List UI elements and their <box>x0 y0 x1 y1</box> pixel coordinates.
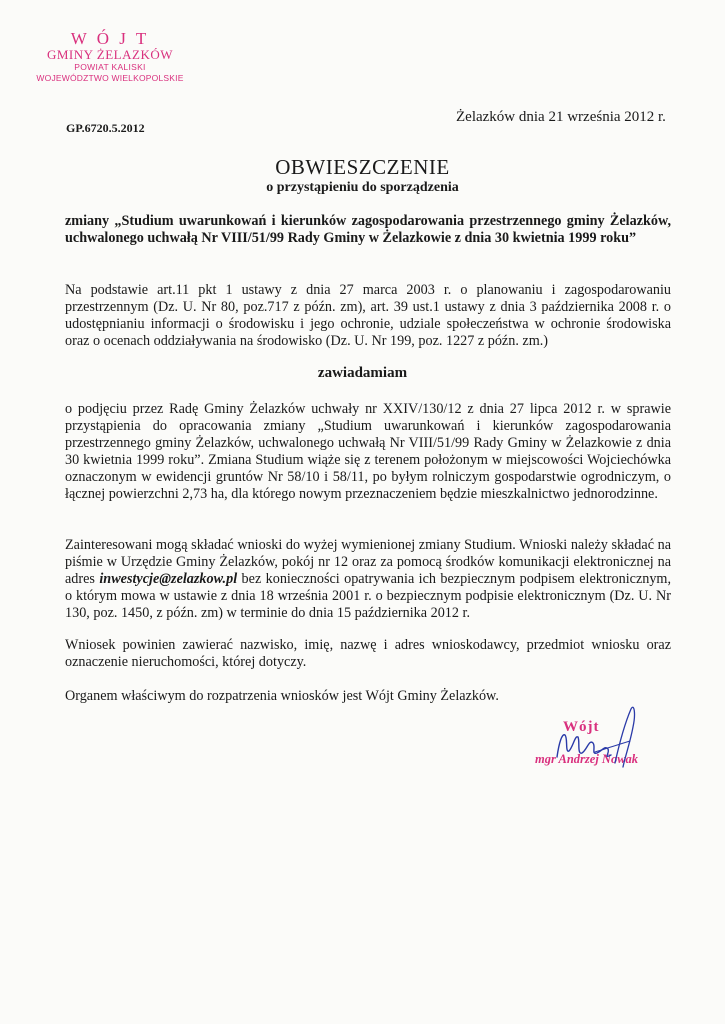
reference-number: GP.6720.5.2012 <box>66 121 145 135</box>
signature-stamp-title: Wójt <box>563 719 600 735</box>
signature-stamp-name: mgr Andrzej Nowak <box>535 752 639 766</box>
document-title: OBWIESZCZENIE <box>275 155 450 179</box>
resolution-paragraph: o podjęciu przez Radę Gminy Żelazków uchwały nr XXIV/130/12 z dnia 27 lipca 2012 r. w sprawie przystąpienia do opracowania zmiany „Studium uwarunkowań i kierunków zagospodarowania przestrzennego gminy Żelazków, uchwalonego uchwałą Nr VIII/51/99 Rady Gminy w Żelazkowie z dnia 30 kwietnia 1999 roku”. Zmiana Studium wiąże się z terenem położonym w miejscowości Wojciechówka oznaczonym w ewidencji gruntów Nr 58/10 i 58/11, po byłym rolniczym gospodarstwie ogrodniczym, o łącznej powierzchni 2,73 ha, dla którego nowym przeznaczeniem będzie mieszkalnictwo jednorodzinne. <box>65 401 671 502</box>
stamp-line-wojt: W Ó J T <box>70 29 150 48</box>
office-stamp <box>30 30 190 83</box>
signature-block <box>535 705 685 780</box>
announcement-heading: zawiadamiam <box>317 365 408 381</box>
authority-paragraph: Organem właściwym do rozpatrzenia wniosków jest Wójt Gminy Żelazków. <box>65 688 499 704</box>
submission-text-before: Zainteresowani mogą składać wnioski do wyżej wymienionej zmiany Studium. Wnioski należy składać na piśmie w Urzędzie Gminy Żelazków, pokój nr 12 oraz za pomocą środków komunikacji elektronicznej na adres <box>65 537 671 587</box>
email-address: inwestycje@zelazkow.pl <box>99 571 238 587</box>
document-date: Żelazków dnia 21 września 2012 r. <box>456 109 666 125</box>
document-subtitle: o przystąpieniu do sporządzenia <box>266 180 459 195</box>
subject-paragraph: zmiany „Studium uwarunkowań i kierunków zagospodarowania przestrzennego gminy Żelazków, uchwalonego uchwałą Nr VIII/51/99 Rady Gminy w Żelazkowie z dnia 30 kwietnia 1999 roku” <box>65 213 671 246</box>
stamp-line-powiat: POWIAT KALISKI <box>74 62 146 73</box>
submission-text-after: bez konieczności opatrywania ich bezpiecznym podpisem elektronicznym, o którym mowa w ustawie z dnia 18 września 2001 r. o bezpiecznym podpisie elektronicznym (Dz. U. Nr 130, poz. 1450, z późn. zm) w terminie do dnia 15 października 2012 r. <box>65 571 672 621</box>
handwritten-signature <box>535 705 685 780</box>
legal-basis-paragraph: Na podstawie art.11 pkt 1 ustawy z dnia 27 marca 2003 r. o planowaniu i zagospodarowaniu przestrzennym (Dz. U. Nr 80, poz.717 z późn. zm), art. 39 ust.1 ustawy z dnia 3 października 2008 r. o udostępnianiu informacji o środowisku i jego ochronie, udziale społeczeństwa w ochronie środowiska oraz o ocenach oddziaływania na środowisko (Dz. U. Nr 199, poz. 1227 z późn. zm.) <box>65 282 671 349</box>
stamp-line-gmina: GMINY ŻELAZKÓW <box>46 46 174 62</box>
stamp-line-wojewodztwo: WOJEWÓDZTWO WIELKOPOLSKIE <box>36 73 184 84</box>
submission-paragraph <box>65 537 671 622</box>
application-contents-paragraph: Wniosek powinien zawierać nazwisko, imię, nazwę i adres wnioskodawcy, przedmiot wniosku oraz oznaczenie nieruchomości, której dotyczy. <box>65 637 671 670</box>
